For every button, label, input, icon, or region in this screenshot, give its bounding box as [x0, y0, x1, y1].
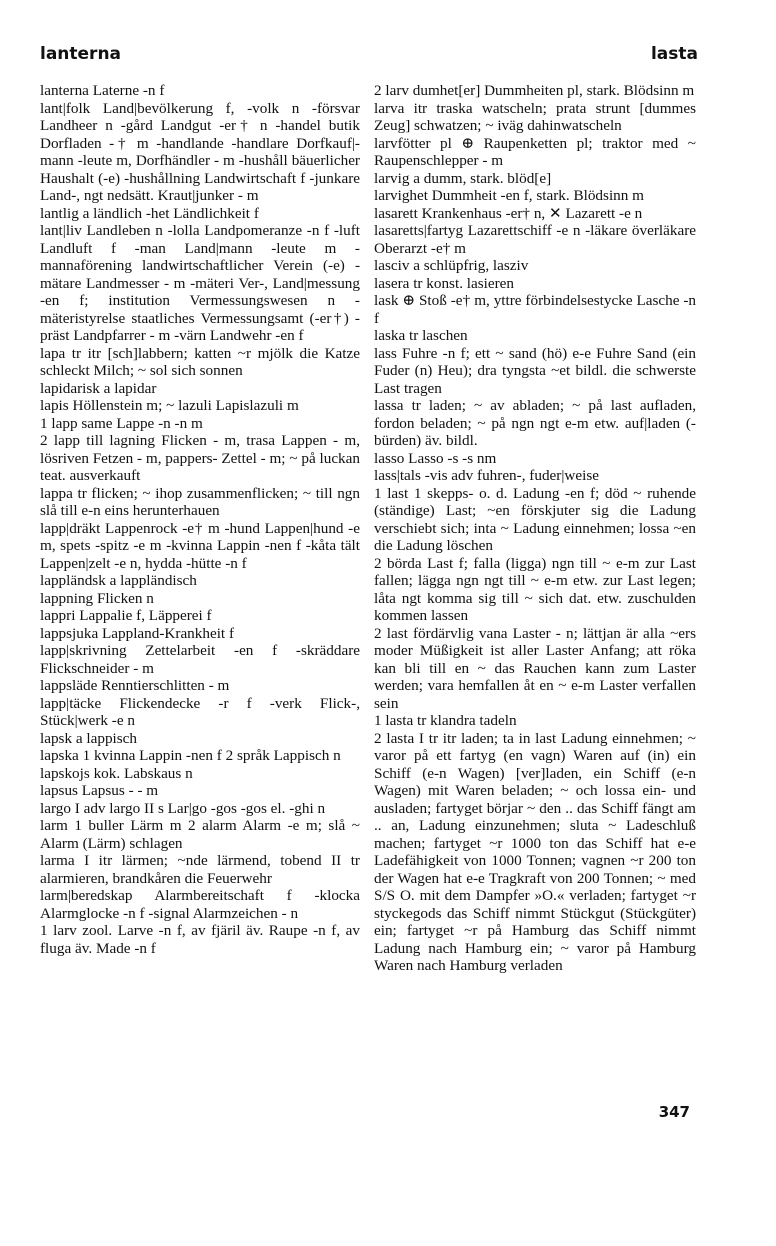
dictionary-entry: lapa tr itr [sch]labbern; katten ~r mjölk die Katze schleckt Milch; ~ sol sich sonnen: [40, 344, 360, 379]
dictionary-entry: 2 last fördärvlig vana Laster - n; lättjan är alla ~ers moder Müßigkeit ist aller Laster Anfang; att röka kan bli till en ~ das Rauchen kann zum Laster werden; vara hemfallen åt en ~ e-m Laster verfallen sein: [374, 624, 696, 712]
dictionary-entry: lapsk a lappisch: [40, 729, 138, 747]
dictionary-entry: 1 larv zool. Larve -n f, av fjäril äv. Raupe -n f, av fluga äv. Made -n f: [40, 922, 360, 957]
dictionary-entry: lasaretts|fartyg Lazarettschiff -e n -läkare överläkare Oberarzt -e† m: [374, 222, 696, 257]
dictionary-entry: larvfötter pl ⊕ Raupenketten pl; traktor med ~ Raupenschlepper - m: [374, 134, 696, 169]
dictionary-entry: lapidarisk a lapidar: [40, 379, 157, 397]
dictionary-entry: 2 lasta I tr itr laden; ta in last Ladung einnehmen; ~ varor på ett fartyg (en vagn) Waren auf (in) ein Schiff (e-n Wagen) [ver]laden, ein Schiff (e-n Wagen) mit Waren beladen; ~ och lossa ein- und ausladen; fartyget börjar ~ den .. das Schiff fängt am .. an, Ladung einzunehmen; sluta ~ Ladeschluß machen; fartyget ~r 1000 ton das Schiff hat e-e Ladefähigkeit von 1000 Tonnen; vagnen ~r 200 ton der Wagen hat e-e Tragkraft von 200 Tonnen; ~ med S/S O. mit dem Dampfer »O.« verladen; fartyget ~r styckegods das Schiff nimmt Stückgut (Stückgüter) ein; fartyget ~r på Hamburg das Schiff nimmt Ladung nach Hamburg ein; ~ varor på Hamburg Waren nach Hamburg verladen: [374, 729, 696, 974]
dictionary-entry: 1 last 1 skepps- o. d. Ladung -en f; död ~ ruhende (ständige) Last; ~en förskjuter sig die Ladung verschiebt sich; inta ~ Ladung einnehmen; lossa ~en die Ladung löschen: [374, 484, 696, 554]
dictionary-entry: 2 lapp till lagning Flicken - m, trasa Lappen - m, lösriven Fetzen - m, pappers- Zettel - m; ~ på luckan teat. ausverkauft: [40, 432, 360, 484]
dictionary-entry: lapis Höllenstein m; ~ lazuli Lapislazuli m: [40, 397, 299, 414]
dictionary-entry: larvig a dumm, stark. blöd[e]: [374, 169, 552, 187]
dictionary-entry: lasera tr konst. lasieren: [374, 274, 515, 292]
dictionary-entry: lass Fuhre -n f; ett ~ sand (hö) e-e Fuhre Sand (ein Fuder (n) Heu); dra tyngsta ~et bildl. die schwerste Last tragen: [374, 344, 696, 397]
dictionary-entry: lapskojs kok. Labskaus n: [40, 764, 193, 782]
dictionary-entry: lapp|skrivning Zettelarbeit -en f -skräddare Flickschneider - m: [40, 642, 360, 677]
dictionary-entry: lappa tr flicken; ~ ihop zusammenflicken; ~ till ngn slå till e-n eins herunterhauen: [40, 484, 360, 519]
dictionary-entry: lantlig a ländlich -het Ländlichkeit f: [40, 204, 259, 222]
page-number: 347: [658, 1103, 690, 1121]
dictionary-entry: largo I adv largo II s Lar|go -gos -gos el. -ghi n: [40, 799, 326, 817]
dictionary-entry: larvighet Dummheit -en f, stark. Blödsinn m: [374, 187, 644, 204]
dictionary-entry: lappning Flicken n: [40, 589, 154, 607]
right-column: [374, 82, 696, 975]
dictionary-entry: laska tr laschen: [374, 327, 468, 344]
dictionary-entry: lass|tals -vis adv fuhren-, fuder|weise: [374, 467, 599, 484]
dictionary-entry: 1 lapp same Lappe -n -n m: [40, 414, 203, 432]
dictionary-entry: lask ⊕ Stoß -e† m, yttre förbindelsestycke Lasche -n f: [374, 292, 696, 327]
dictionary-entry: lanterna Laterne -n f: [40, 82, 165, 99]
left-column: [40, 82, 360, 957]
dictionary-entry: lapp|täcke Flickendecke -r f -verk Flick-, Stück|werk -e n: [40, 694, 360, 729]
dictionary-entry: lasarett Krankenhaus -er† n, ✕ Lazarett -e n: [374, 204, 643, 222]
dictionary-entry: 2 larv dumhet[er] Dummheiten pl, stark. Blödsinn m: [374, 82, 695, 99]
dictionary-entry: larva itr traska watscheln; prata strunt [dummes Zeug] schwatzen; ~ iväg dahinwatscheln: [374, 99, 696, 134]
dictionary-entry: 1 lasta tr klandra tadeln: [374, 712, 517, 729]
dictionary-entry: lappländsk a lappländisch: [40, 572, 197, 589]
left-guideword: lanterna: [40, 44, 122, 64]
dictionary-entry: lant|liv Landleben n -lolla Landpomeranze -n f -luft Landluft f -man Land|mann -leute m -mannaförening landwirtschaftlicher Verein (-e) -mätare Landmesser - m -mäteri Ver-, Land|messung -en f; institution Vermessungswesen n -mäteristyrelse staatliches Vermessungsamt (-er†) -präst Landpfarrer - m -värn Landwehr -en f: [40, 222, 360, 344]
dictionary-entry: larm 1 buller Lärm m 2 alarm Alarm -e m; slå ~ Alarm (Lärm) schlagen: [40, 817, 360, 852]
dictionary-entry: lassa tr laden; ~ av abladen; ~ på last aufladen, fordon beladen; ~ på ngn ngt e-m etw. auf|laden (-bürden) äv. bildl.: [374, 397, 696, 449]
dictionary-entry: lappsläde Renntierschlitten - m: [40, 677, 230, 694]
dictionary-entry: 2 börda Last f; falla (ligga) ngn till ~ e-m zur Last fallen; lägga ngn ngt till ~ e-m etw. zur Last legen; låta ngt komma sig till ~ sich dat. etw. zuschulden kommen lassen: [374, 554, 696, 624]
dictionary-entry: lappri Lappalie f, Läpperei f: [40, 607, 212, 624]
dictionary-entry: lapsus Lapsus - - m: [40, 782, 159, 799]
dictionary-entry: lasso Lasso -s -s nm: [374, 449, 497, 467]
dictionary-entry: larma I itr lärmen; ~nde lärmend, tobend II tr alarmieren, brandkåren die Feuerwehr: [40, 852, 360, 887]
dictionary-entry: lappsjuka Lappland-Krankheit f: [40, 624, 234, 642]
dictionary-entry: lant|folk Land|bevölkerung f, -volk n -försvar Landheer n -gård Landgut -er† n -handel butik Dorfladen -† m -handlande -handlare Dorfkauf|-mann -leute m, Dorfhändler - m -hushåll bäuerlicher Haushalt (-e) -hushållning Landwirtschaft f -junkare Land-, ngt nedsätt. Kraut|junker - m: [40, 99, 360, 204]
dictionary-entry: lapska 1 kvinna Lappin -nen f 2 språk Lappisch n: [40, 747, 341, 764]
dictionary-entry: larm|beredskap Alarmbereitschaft f -klocka Alarmglocke -n f -signal Alarmzeichen - n: [40, 887, 360, 922]
dictionary-entry: lasciv a schlüpfrig, lasziv: [374, 257, 529, 274]
dictionary-entry: lapp|dräkt Lappenrock -e† m -hund Lappen|hund -e m, spets -spitz -e m -kvinna Lappin -nen f -kåta tält Lappen|zelt -e n, hydda -hütte -n f: [40, 519, 360, 572]
right-guideword: lasta: [650, 44, 698, 64]
